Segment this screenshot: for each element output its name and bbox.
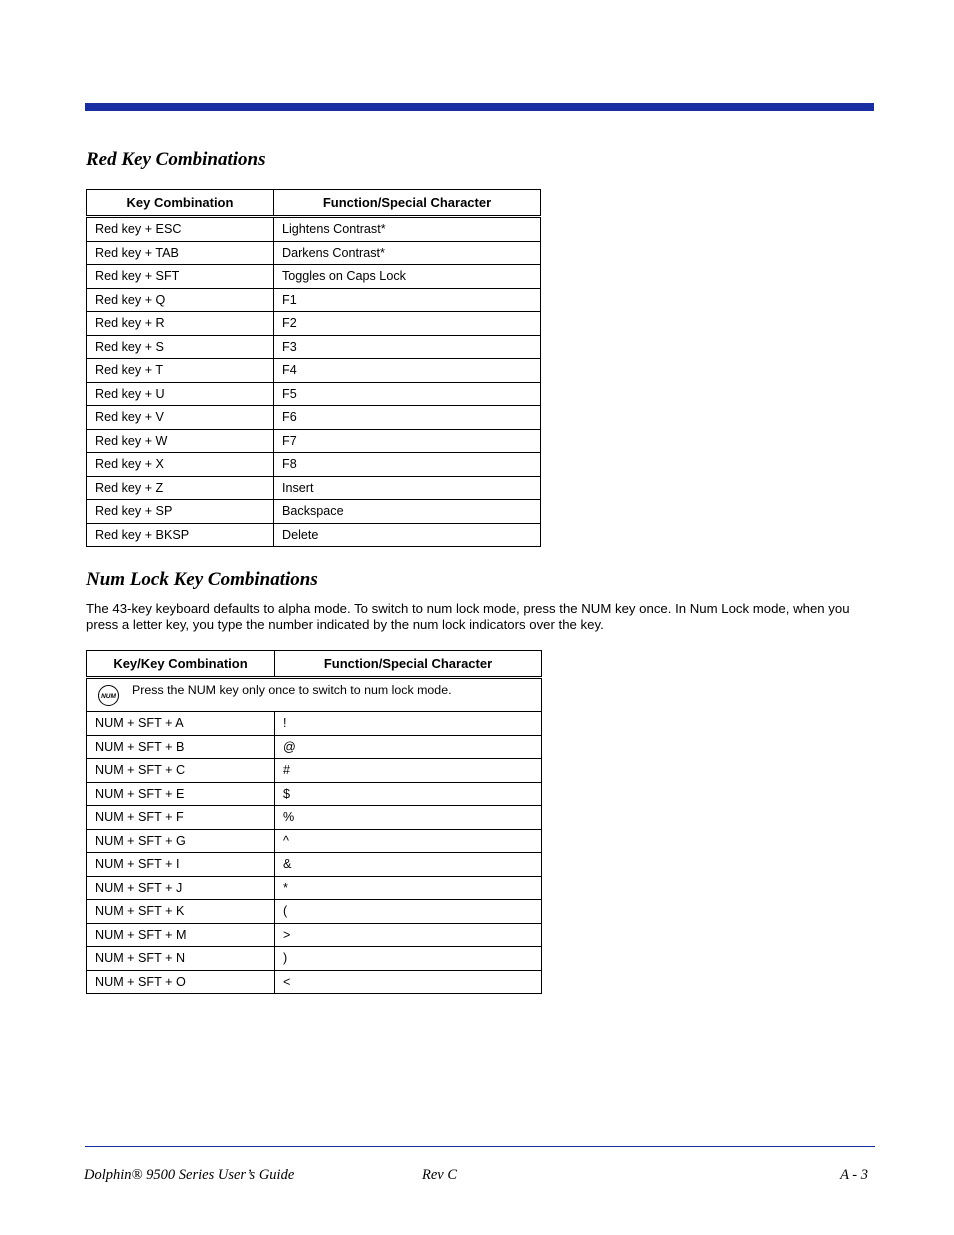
function-cell: $ <box>275 782 542 806</box>
table-row <box>87 406 541 430</box>
key-combination-cell: Red key + SFT <box>87 265 274 289</box>
table-row <box>87 853 542 877</box>
key-combination-cell: Red key + V <box>87 406 274 430</box>
table-header-row <box>87 190 541 217</box>
table-row <box>87 900 542 924</box>
column-header-function: Function/Special Character <box>274 190 541 217</box>
footer-revision: Rev C <box>422 1167 458 1183</box>
key-combination-cell: NUM + SFT + O <box>87 970 275 994</box>
key-combination-cell: NUM + SFT + K <box>87 900 275 924</box>
function-cell: F1 <box>274 288 541 312</box>
table-row <box>87 288 541 312</box>
num-lock-key-table <box>86 650 542 994</box>
function-cell: # <box>275 759 542 783</box>
key-combination-cell: NUM + SFT + F <box>87 806 275 830</box>
column-header-key-combination: Key/Key Combination <box>87 651 275 678</box>
num-lock-section-title: Num Lock Key Combinations <box>86 569 318 590</box>
function-cell: % <box>275 806 542 830</box>
table-row <box>87 217 541 242</box>
table-row <box>87 359 541 383</box>
header-accent-bar <box>85 103 874 111</box>
function-cell: * <box>275 876 542 900</box>
table-row <box>87 829 542 853</box>
key-combination-cell: NUM + SFT + G <box>87 829 275 853</box>
num-key-icon: NUM <box>98 685 119 706</box>
note-text: Press the NUM key only once to switch to num lock mode. <box>132 683 452 697</box>
key-combination-cell: Red key + TAB <box>87 241 274 265</box>
key-combination-cell: Red key + X <box>87 453 274 477</box>
num-lock-intro-paragraph: The 43-key keyboard defaults to alpha mode. To switch to num lock mode, press the NUM key once. In Num Lock mode, when you press a letter key, you type the number indicated by the num lock indicators over the key. <box>86 601 850 632</box>
table-row <box>87 476 541 500</box>
key-combination-cell: Red key + W <box>87 429 274 453</box>
key-combination-cell: NUM + SFT + J <box>87 876 275 900</box>
function-cell: Lightens Contrast* <box>274 217 541 242</box>
table-row <box>87 265 541 289</box>
function-cell: F3 <box>274 335 541 359</box>
table-row <box>87 735 542 759</box>
function-cell: ! <box>275 712 542 736</box>
function-cell: Delete <box>274 523 541 547</box>
function-cell: Toggles on Caps Lock <box>274 265 541 289</box>
key-combination-cell: NUM + SFT + I <box>87 853 275 877</box>
key-combination-cell: Red key + R <box>87 312 274 336</box>
table-row <box>87 335 541 359</box>
function-cell: Insert <box>274 476 541 500</box>
table-row <box>87 382 541 406</box>
table-row <box>87 312 541 336</box>
key-combination-cell: Red key + SP <box>87 500 274 524</box>
key-combination-cell: NUM + SFT + B <box>87 735 275 759</box>
red-key-section-title: Red Key Combinations <box>86 149 266 170</box>
table-row <box>87 923 542 947</box>
key-combination-cell: NUM + SFT + A <box>87 712 275 736</box>
function-cell: ) <box>275 947 542 971</box>
function-cell: @ <box>275 735 542 759</box>
table-row <box>87 712 542 736</box>
function-cell: F5 <box>274 382 541 406</box>
note-row <box>87 678 542 712</box>
column-header-function: Function/Special Character <box>275 651 542 678</box>
key-combination-cell: Red key + U <box>87 382 274 406</box>
key-combination-cell: NUM + SFT + M <box>87 923 275 947</box>
table-row <box>87 500 541 524</box>
function-cell: Backspace <box>274 500 541 524</box>
key-combination-cell: Red key + ESC <box>87 217 274 242</box>
footer-guide-title: Dolphin® 9500 Series User’s Guide <box>84 1167 295 1183</box>
function-cell: > <box>275 923 542 947</box>
table-row <box>87 759 542 783</box>
function-cell: ^ <box>275 829 542 853</box>
key-combination-cell: Red key + Z <box>87 476 274 500</box>
function-cell: ( <box>275 900 542 924</box>
key-combination-cell: NUM + SFT + C <box>87 759 275 783</box>
key-combination-cell: Red key + BKSP <box>87 523 274 547</box>
function-cell: F6 <box>274 406 541 430</box>
table-header-row <box>87 651 542 678</box>
table-row <box>87 947 542 971</box>
function-cell: F7 <box>274 429 541 453</box>
function-cell: F8 <box>274 453 541 477</box>
table-row <box>87 523 541 547</box>
table-row <box>87 241 541 265</box>
function-cell: Darkens Contrast* <box>274 241 541 265</box>
column-header-key-combination: Key Combination <box>87 190 274 217</box>
table-row <box>87 453 541 477</box>
function-cell: < <box>275 970 542 994</box>
key-combination-cell: NUM + SFT + N <box>87 947 275 971</box>
table-row <box>87 970 542 994</box>
note-cell <box>87 678 542 712</box>
table-row <box>87 782 542 806</box>
footer-rule <box>85 1146 875 1147</box>
function-cell: F2 <box>274 312 541 336</box>
key-combination-cell: NUM + SFT + E <box>87 782 275 806</box>
key-combination-cell: Red key + S <box>87 335 274 359</box>
function-cell: F4 <box>274 359 541 383</box>
table-row <box>87 429 541 453</box>
table-row <box>87 876 542 900</box>
table-row <box>87 806 542 830</box>
key-combination-cell: Red key + Q <box>87 288 274 312</box>
key-combination-cell: Red key + T <box>87 359 274 383</box>
footer-page-number: A - 3 <box>840 1167 868 1183</box>
function-cell: & <box>275 853 542 877</box>
red-key-table <box>86 189 541 547</box>
